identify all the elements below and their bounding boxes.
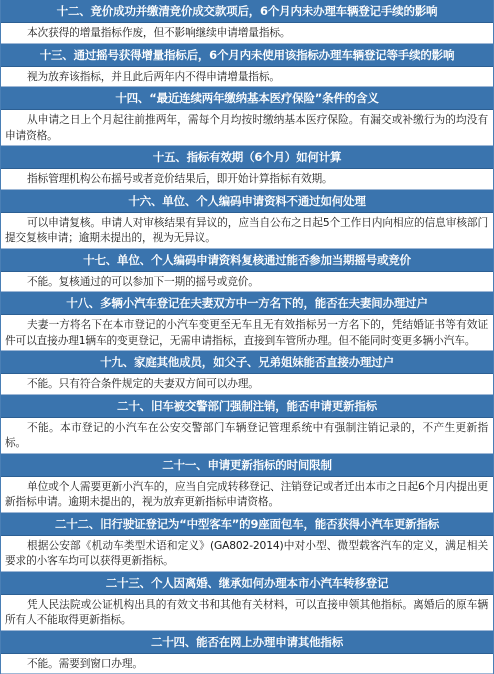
- question-heading: 二十、旧车被交警部门强制注销，能否申请更新指标: [1, 395, 493, 418]
- question-heading: 二十三、个人因离婚、继承如何办理本市小汽车转移登记: [1, 572, 493, 595]
- answer-text: 视为放弃该指标，并且此后两年内不得申请增量指标。: [1, 67, 493, 88]
- answer-text: 从申请之日上个月起往前推两年，需每个月均按时缴纳基本医疗保险。有漏交或补缴行为的均没有申请资格。: [1, 110, 493, 146]
- answer-text: 本次获得的增量指标作废，但不影响继续申请增量指标。: [1, 23, 493, 44]
- answer-text: 指标管理机构公布摇号或者竞价结果后，即开始计算指标有效期。: [1, 169, 493, 190]
- answer-text: 不能。复核通过的可以参加下一期的摇号或竞价。: [1, 272, 493, 293]
- question-heading: 十二、竞价成功并缴清竞价成交款项后，6个月内未办理车辆登记手续的影响: [1, 0, 493, 23]
- answer-text: 不能。只有符合条件规定的夫妻双方间可以办理。: [1, 374, 493, 395]
- answer-text: 夫妻一方将名下在本市登记的小汽车变更至无车且无有效指标另一方名下的，凭结婚证书等有效证件可以直接办理1辆车的变更登记，无需申请指标，直接到车管所办理。但不能同时变更多辆小汽车。: [1, 315, 493, 351]
- question-heading: 十九、家庭其他成员，如父子、兄弟姐妹能否直接办理过户: [1, 351, 493, 374]
- answer-text: 不能。本市登记的小汽车在公安交警部门车辆登记管理系统中有强制注销记录的，不产生更新指标。: [1, 418, 493, 454]
- question-heading: 十五、指标有效期（6个月）如何计算: [1, 146, 493, 169]
- answer-text: 单位或个人需要更新小汽车的，应当自完成转移登记、注销登记或者迁出本市之日起6个月内提出更新指标申请。逾期未提出的，视为放弃更新指标申请资格。: [1, 477, 493, 513]
- answer-text: 可以申请复核。申请人对审核结果有异议的，应当自公布之日起5个工作日内向相应的信息审核部门提交复核申请；逾期未提出的，视为无异议。: [1, 213, 493, 249]
- question-heading: 十六、单位、个人编码申请资料不通过如何处理: [1, 190, 493, 213]
- question-heading: 十七、单位、个人编码申请资料复核通过能否参加当期摇号或竞价: [1, 249, 493, 272]
- question-heading: 十三、通过摇号获得增量指标后，6个月内未使用该指标办理车辆登记等手续的影响: [1, 44, 493, 67]
- question-heading: 二十二、旧行驶证登记为“中型客车”的9座面包车，能否获得小汽车更新指标: [1, 513, 493, 536]
- question-heading: 十八、多辆小汽车登记在夫妻双方中一方名下的，能否在夫妻间办理过户: [1, 292, 493, 315]
- answer-text: 不能。需要到窗口办理。: [1, 654, 493, 674]
- answer-text: 凭人民法院或公证机构出具的有效文书和其他有关材料，可以直接申领其他指标。离婚后的原车辆所有人不能取得更新指标。: [1, 595, 493, 631]
- question-heading: 二十一、申请更新指标的时间限制: [1, 454, 493, 477]
- question-heading: 二十四、能否在网上办理申请其他指标: [1, 631, 493, 654]
- question-heading: 十四、“最近连续两年缴纳基本医疗保险”条件的含义: [1, 87, 493, 110]
- answer-text: 根据公安部《机动车类型术语和定义》(GA802-2014)中对小型、微型载客汽车的定义，满足相关要求的小客车均可以获得更新指标。: [1, 536, 493, 572]
